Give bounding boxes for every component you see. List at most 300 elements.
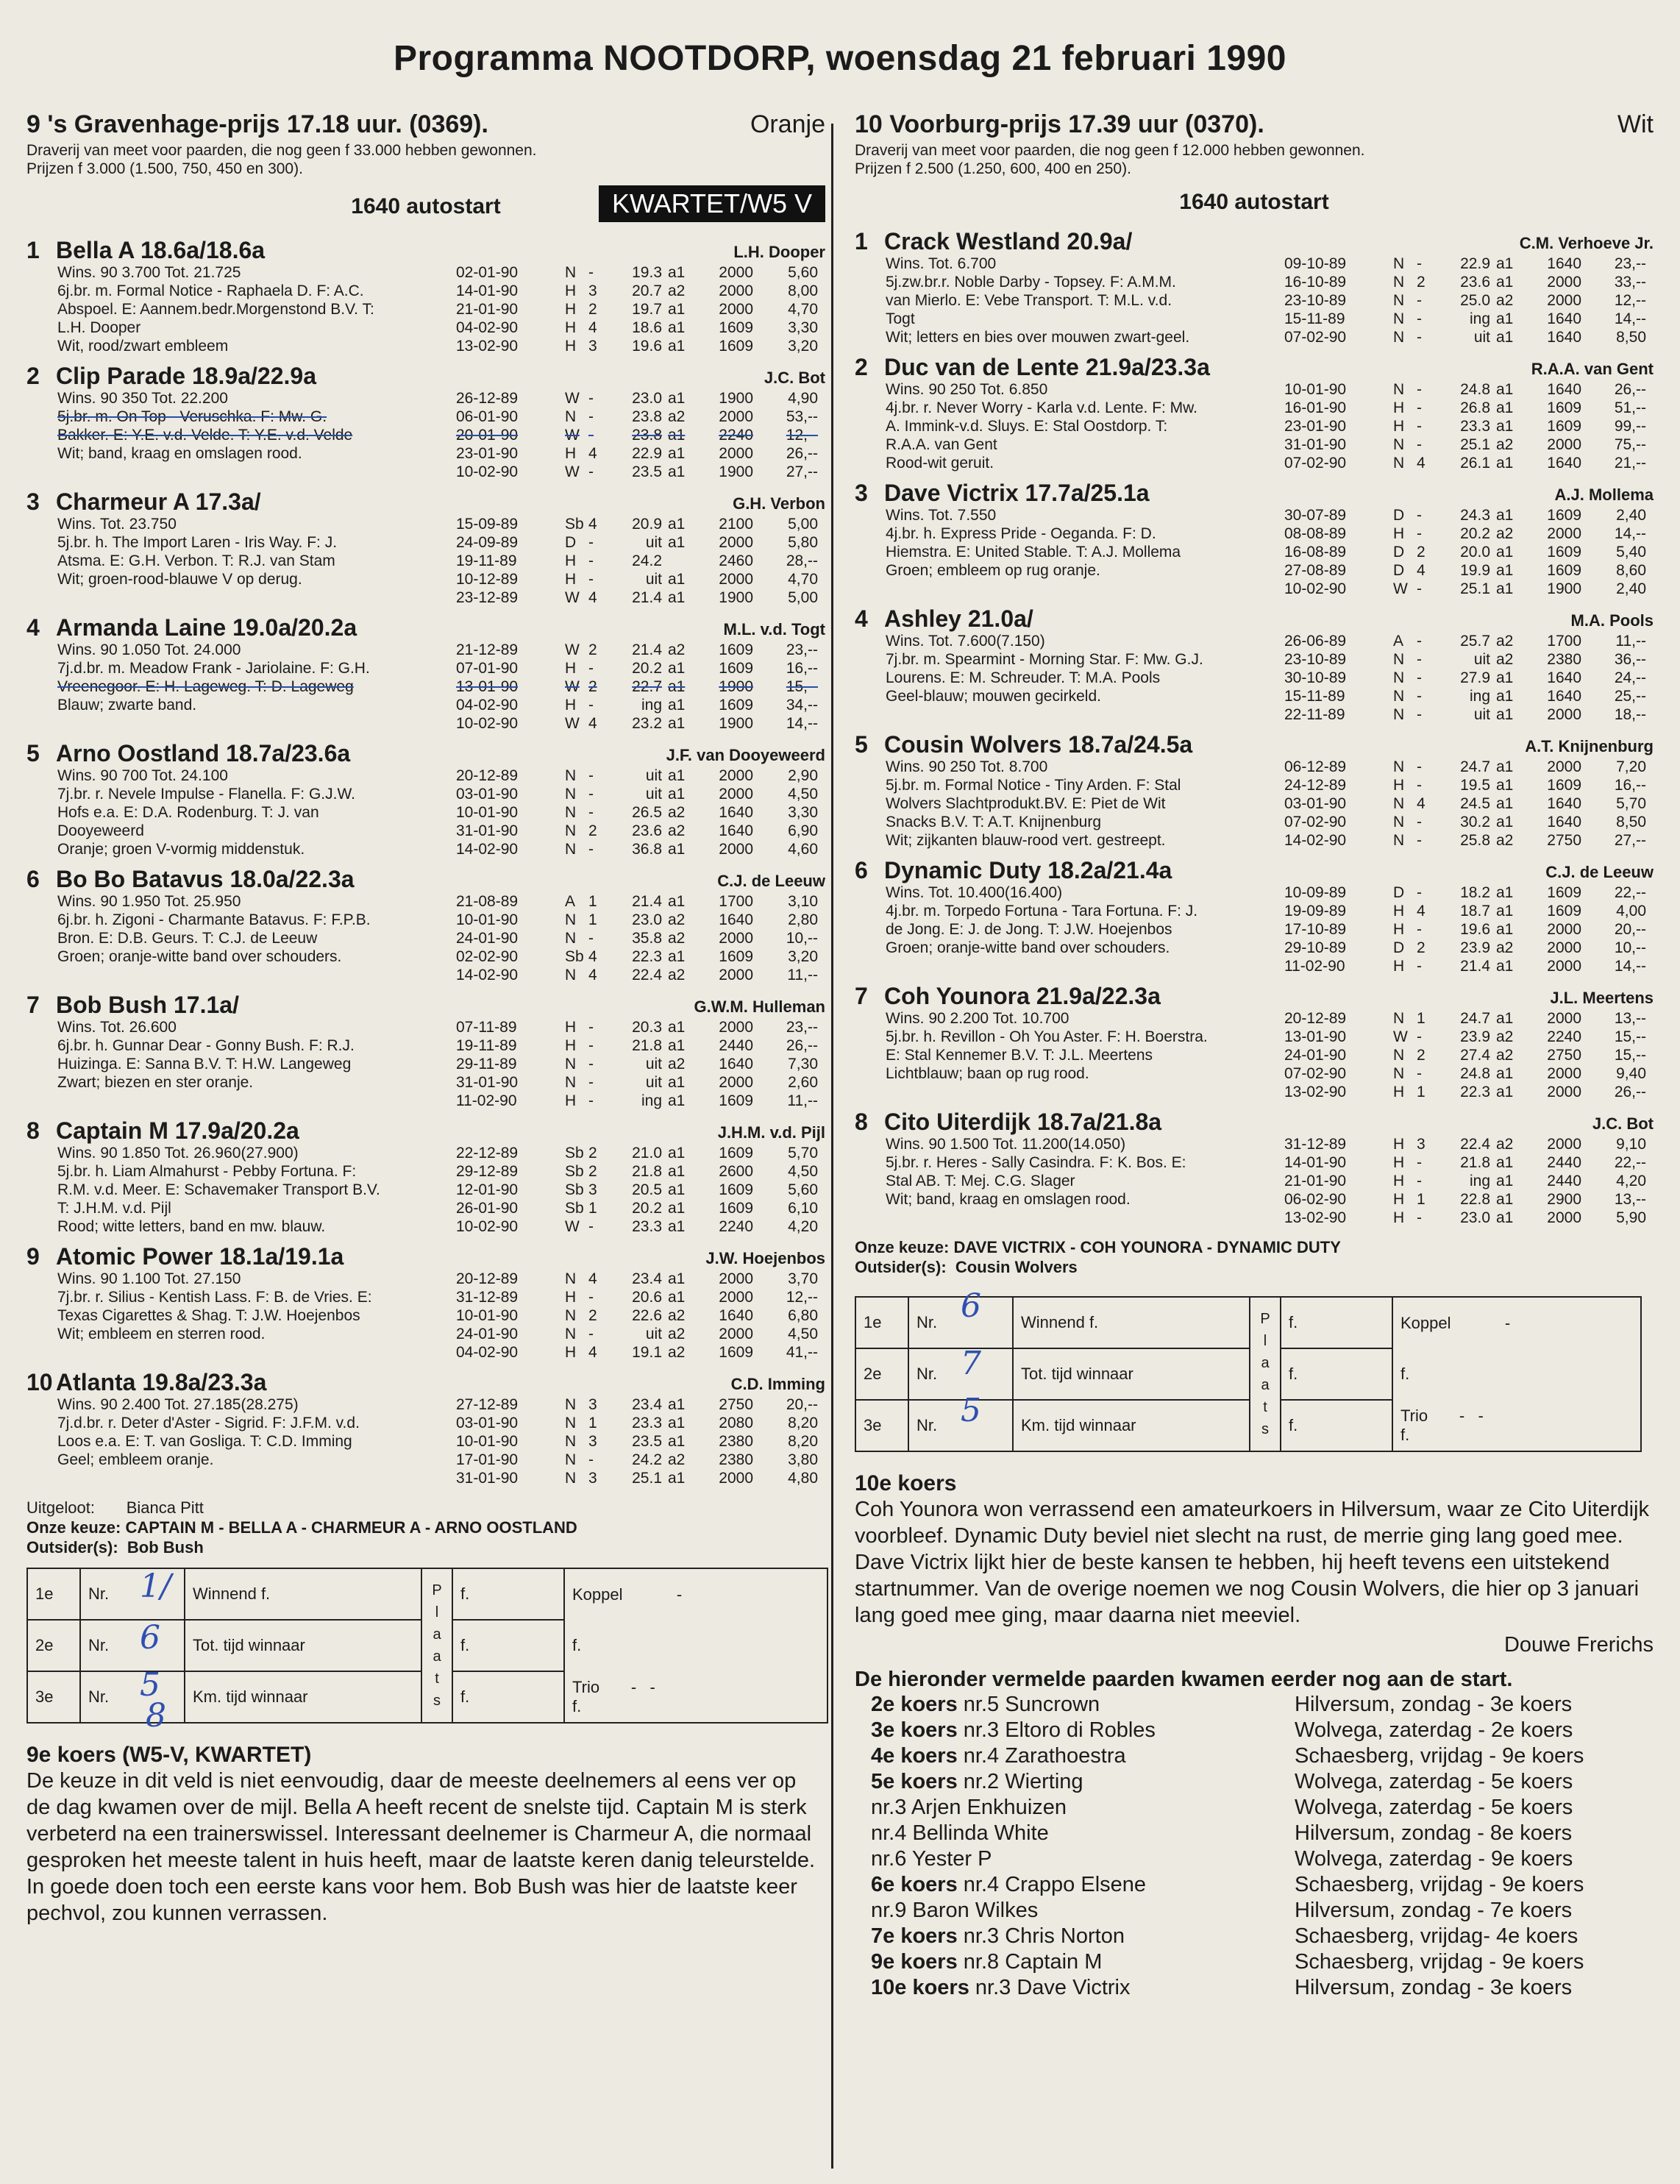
horse-trainer: L.H. Dooper <box>733 243 825 261</box>
result-odds: 5,40 <box>1616 544 1646 561</box>
trio-f: f. <box>1400 1425 1410 1444</box>
horse-number: 3 <box>26 488 40 515</box>
kwartet-badge: KWARTET/W5 V <box>599 185 825 222</box>
race-9-comment: De keuze in dit veld is niet eenvoudig, daar de meeste deelnemers al eens ver op de dag kwamen over de mijl. Bella A heeft recent de snelste tijd. Captain M is sterk verbeterd na een trainerswissel. Interessant deelnemer is Charmeur A, die normaal gesproken het meeste talent in huis heeft, maar de laatste keren danig teleurstelde. In goede doen toch een eerste kans voor hem. Bob Bush was hier de laatste keer pechvol, zou kunnen verrassen. <box>26 1769 816 1925</box>
result-track: W <box>565 390 580 407</box>
result-track: N <box>565 1074 577 1091</box>
result-distance: 1609 <box>1547 544 1581 561</box>
result-code: a1 <box>1496 921 1514 938</box>
horse-results <box>456 515 825 607</box>
result-row <box>1284 813 1654 831</box>
horse-results <box>1284 883 1654 975</box>
previous-start-race <box>871 1769 1295 1795</box>
result-time: 24.8 <box>1460 381 1490 398</box>
horse-name: Atlanta 19.8a/23.3a <box>56 1369 267 1395</box>
horse-number: 7 <box>855 983 868 1009</box>
result-place: 2 <box>588 641 597 658</box>
horse-info-line: Wins. 90 2.400 Tot. 27.185(28.275) <box>57 1396 299 1413</box>
result-track: W <box>1393 580 1408 597</box>
horse-entry <box>855 228 1654 346</box>
horse-number: 9 <box>26 1243 40 1270</box>
result-odds: 4,70 <box>788 301 818 318</box>
result-odds: 26,-- <box>786 1037 818 1054</box>
result-date: 22-12-89 <box>456 1145 519 1162</box>
horse-info-line: 7j.d.br. r. Deter d'Aster - Sigrid. F: J.F.M. v.d. <box>57 1415 360 1431</box>
result-track: W <box>565 678 580 695</box>
result-odds: 6,90 <box>788 822 818 839</box>
bet-winnend-label: Winnend f. <box>185 1568 421 1620</box>
result-code: a1 <box>668 715 686 732</box>
result-row <box>456 1162 825 1181</box>
trio-cell[interactable] <box>564 1671 827 1723</box>
result-track: H <box>1393 958 1405 975</box>
dash: - <box>1478 1406 1484 1425</box>
result-place: - <box>588 1092 594 1109</box>
koppel-f-cell[interactable]: f. <box>564 1620 827 1671</box>
result-row <box>456 696 825 714</box>
handwritten-number: 6 <box>961 1287 981 1325</box>
result-date: 22-11-89 <box>1284 706 1345 723</box>
bet-nr-cell[interactable] <box>80 1620 185 1671</box>
result-row <box>1284 273 1654 291</box>
result-distance: 2000 <box>1547 1209 1581 1226</box>
result-date: 10-01-90 <box>456 1307 519 1324</box>
result-date: 08-08-89 <box>1284 525 1347 542</box>
result-odds: 20,-- <box>786 1396 818 1413</box>
result-track: A <box>1393 633 1404 650</box>
result-distance: 1900 <box>1547 580 1581 597</box>
horse-results <box>456 1270 825 1362</box>
previous-start-row <box>855 1872 1654 1898</box>
horse-info-line: Wins. 90 1.050 Tot. 24.000 <box>57 641 241 658</box>
previous-start-race <box>871 1743 1295 1769</box>
result-row <box>1284 399 1654 417</box>
result-time: 25.8 <box>1460 832 1490 849</box>
conditions-line: Draverij van meet voor paarden, die nog geen f 33.000 hebben gewonnen. <box>26 142 537 159</box>
result-date: 10-01-90 <box>456 1433 519 1450</box>
horse-info-line: A. Immink-v.d. Sluys. E: Stal Oostdorp. T: <box>886 418 1168 435</box>
result-row <box>1284 902 1654 920</box>
horse-heading <box>26 1369 825 1395</box>
result-odds: 99,-- <box>1614 418 1646 435</box>
result-place: - <box>1417 507 1422 524</box>
result-date: 13-02-90 <box>1284 1209 1347 1226</box>
bet-f-cell[interactable]: f. <box>452 1671 564 1723</box>
result-track: Sb <box>565 1200 584 1217</box>
result-distance: 1609 <box>719 660 753 677</box>
race-10-color: Wit <box>1617 110 1654 138</box>
horse-name: Dave Victrix 17.7a/25.1a <box>884 480 1150 506</box>
result-odds: 11,-- <box>787 967 818 983</box>
result-odds: 26,-- <box>1614 381 1646 398</box>
result-row <box>1284 310 1654 328</box>
result-time: 20.6 <box>632 1289 662 1306</box>
result-odds: 3,20 <box>788 948 818 965</box>
result-row <box>456 1306 825 1325</box>
previous-start-where: Schaesberg, vrijdag - 9e koers <box>1295 1873 1584 1896</box>
result-code: a2 <box>668 967 686 983</box>
result-date: 21-08-89 <box>456 893 519 910</box>
result-date: 19-09-89 <box>1284 903 1347 920</box>
result-track: H <box>565 552 577 569</box>
conditions-line: Prijzen f 2.500 (1.250, 600, 400 en 250). <box>855 160 1131 177</box>
result-row <box>456 588 825 607</box>
result-track: N <box>565 930 577 947</box>
horse-info <box>57 641 455 714</box>
result-time: 24.3 <box>1460 507 1490 524</box>
result-odds: 8,00 <box>788 282 818 299</box>
previous-start-horse: nr.5 Suncrown <box>963 1693 1100 1716</box>
bet-row-label: 1e <box>27 1568 80 1620</box>
race-9-comment-title: 9e koers (W5-V, KWARTET) <box>26 1743 312 1767</box>
result-place: - <box>1417 418 1422 435</box>
result-time: 20.7 <box>632 282 662 299</box>
result-code: a1 <box>1496 1191 1514 1208</box>
result-place: 2 <box>1417 939 1425 956</box>
horse-name: Charmeur A 17.3a/ <box>56 488 261 515</box>
previous-start-row <box>855 1718 1654 1743</box>
result-date: 29-11-89 <box>456 1056 517 1073</box>
result-odds: 8,20 <box>788 1415 818 1431</box>
result-place: 2 <box>588 1307 597 1324</box>
uitgeloot-label: Uitgeloot: <box>26 1498 95 1517</box>
result-code: a1 <box>668 427 686 444</box>
onze-keuze-value: CAPTAIN M - BELLA A - CHARMEUR A - ARNO OOSTLAND <box>125 1518 577 1537</box>
previous-start-koers: 3e koers <box>871 1718 958 1742</box>
result-code: a1 <box>668 786 686 803</box>
result-date: 30-07-89 <box>1284 507 1347 524</box>
result-place: 4 <box>1417 903 1425 920</box>
result-track: D <box>565 534 577 551</box>
result-row <box>456 1144 825 1162</box>
result-code: a1 <box>1496 418 1514 435</box>
result-code: a1 <box>1496 814 1514 830</box>
race-10-header <box>855 110 1654 141</box>
horse-heading <box>855 605 1654 632</box>
result-time: 20.2 <box>632 1200 662 1217</box>
result-odds: 15,-- <box>1614 1028 1646 1045</box>
result-date: 13-01-90 <box>456 678 519 695</box>
trio-label: Trio <box>572 1677 600 1696</box>
result-distance: 2750 <box>1547 832 1581 849</box>
result-code: a1 <box>668 1289 686 1306</box>
result-row <box>456 1288 825 1306</box>
result-distance: 1900 <box>719 589 753 606</box>
horse-heading <box>26 992 825 1018</box>
result-code: a1 <box>668 767 686 784</box>
previous-start-horse: nr.3 Arjen Enkhuizen <box>871 1796 1067 1819</box>
horse-info-line: Wins. 90 2.200 Tot. 10.700 <box>886 1010 1069 1027</box>
result-distance: 2000 <box>719 1470 753 1487</box>
result-time: 27.4 <box>1460 1047 1490 1064</box>
koppel-f-cell[interactable]: f. <box>1392 1348 1641 1400</box>
race-10-column <box>855 110 1654 2001</box>
result-track: H <box>565 697 577 714</box>
result-time: 26.8 <box>1460 399 1490 416</box>
result-distance: 1900 <box>719 678 753 695</box>
result-distance: 1700 <box>719 893 753 910</box>
result-odds: 12,-- <box>786 427 818 444</box>
horse-info-line: de Jong. E: J. de Jong. T: J.W. Hoejenbos <box>886 921 1172 938</box>
result-time: 24.8 <box>1460 1065 1490 1082</box>
result-row <box>1284 255 1654 273</box>
horse-number: 7 <box>26 992 40 1018</box>
result-place: - <box>1417 921 1422 938</box>
result-place: 4 <box>588 1344 597 1361</box>
result-distance: 1640 <box>1547 795 1581 812</box>
result-code: a1 <box>668 516 686 533</box>
result-row <box>1284 417 1654 435</box>
result-track: N <box>1393 255 1405 272</box>
result-date: 14-01-90 <box>456 282 519 299</box>
result-place: - <box>1417 381 1422 398</box>
result-date: 27-08-89 <box>1284 562 1347 579</box>
result-place: 2 <box>1417 544 1425 561</box>
result-distance: 2000 <box>719 445 753 462</box>
result-row <box>1284 705 1654 724</box>
result-row <box>456 766 825 785</box>
result-distance: 1700 <box>1547 633 1581 650</box>
previous-start-race <box>871 1898 1295 1924</box>
bet-nr-cell[interactable] <box>80 1568 185 1620</box>
result-place: - <box>588 1218 594 1235</box>
result-row <box>1284 1209 1654 1227</box>
result-date: 10-01-90 <box>456 911 519 928</box>
result-date: 24-09-89 <box>456 534 519 551</box>
previous-start-row <box>855 1769 1654 1795</box>
trio-cell[interactable] <box>1392 1400 1641 1451</box>
result-time: 22.6 <box>632 1307 662 1324</box>
horse-entry <box>855 857 1654 975</box>
result-date: 20-12-89 <box>456 1270 519 1287</box>
dash: - <box>1459 1406 1465 1425</box>
previous-start-race <box>871 1692 1295 1718</box>
result-code: a1 <box>668 589 686 606</box>
previous-start-race <box>871 1795 1295 1821</box>
horse-results <box>456 892 825 984</box>
bet-f-cell[interactable]: f. <box>452 1620 564 1671</box>
horse-info-line: R.M. v.d. Meer. E: Schavemaker Transport B.V. <box>57 1181 380 1198</box>
horse-info-line: 5j.br. r. Heres - Sally Casindra. F: K. Bos. E: <box>886 1154 1186 1171</box>
result-date: 19-11-89 <box>456 552 517 569</box>
result-time: 19.9 <box>1460 562 1490 579</box>
result-distance: 2000 <box>1547 292 1581 309</box>
previous-start-koers: 5e koers <box>871 1770 958 1793</box>
onze-keuze-value: DAVE VICTRIX - COH YOUNORA - DYNAMIC DUTY <box>953 1238 1341 1256</box>
result-distance: 1640 <box>719 822 753 839</box>
race-9-color: Oranje <box>750 110 825 138</box>
result-code: a1 <box>1496 381 1514 398</box>
result-date: 04-02-90 <box>456 319 519 336</box>
result-date: 07-02-90 <box>1284 1065 1347 1082</box>
bet-f-cell[interactable]: f. <box>452 1568 564 1620</box>
result-date: 11-02-90 <box>1284 958 1345 975</box>
horse-info-line: Wins. Tot. 7.600(7.150) <box>886 633 1045 650</box>
horse-info-line: Wins. 90 1.500 Tot. 11.200(14.050) <box>886 1136 1126 1153</box>
horse-info-line: Wit; zijkanten blauw-rood vert. gestreept. <box>886 832 1166 849</box>
result-time: uit <box>1473 329 1490 346</box>
result-place: - <box>588 408 594 425</box>
horse-entry <box>26 1117 825 1236</box>
result-odds: 8,50 <box>1616 814 1646 830</box>
bet-f-cell[interactable]: f. <box>1281 1348 1392 1400</box>
result-row <box>456 822 825 840</box>
result-row <box>1284 920 1654 939</box>
horse-trainer: C.M. Verhoeve Jr. <box>1519 234 1654 252</box>
bet-tot-tijd-label: Tot. tijd winnaar <box>185 1620 421 1671</box>
result-distance: 2000 <box>719 767 753 784</box>
horse-info-line: 5j.br. h. Liam Almahurst - Pebby Fortuna. F: <box>57 1163 357 1180</box>
result-track: N <box>1393 274 1405 291</box>
result-date: 26-06-89 <box>1284 633 1347 650</box>
horse-info-line: 4j.br. r. Never Worry - Karla v.d. Lente. F: Mw. <box>886 399 1198 416</box>
result-distance: 2000 <box>1547 958 1581 975</box>
horse-entry <box>855 731 1654 850</box>
horse-info-line: Wins. 90 3.700 Tot. 21.725 <box>57 264 241 281</box>
previous-start-where: Hilversum, zondag - 7e koers <box>1295 1899 1573 1922</box>
bet-nr-label: Nr. <box>88 1636 110 1654</box>
result-code: a1 <box>668 660 686 677</box>
race-9-conditions <box>26 141 825 178</box>
result-distance: 2000 <box>1547 921 1581 938</box>
result-time: 25.7 <box>1460 633 1490 650</box>
horse-name: Crack Westland 20.9a/ <box>884 228 1133 255</box>
dash: - <box>676 1584 683 1604</box>
result-date: 24-01-90 <box>1284 1047 1347 1064</box>
horse-info-line: Wolvers Slachtprodukt.BV. E: Piet de Wit <box>886 795 1166 812</box>
outsider-value: Bob Bush <box>127 1538 204 1557</box>
handwritten-number: 5 <box>140 1666 160 1704</box>
result-track: W <box>1393 1028 1408 1045</box>
result-odds: 22,-- <box>1614 1154 1646 1171</box>
horse-info-line: Wins. Tot. 23.750 <box>57 516 177 533</box>
horse-name: Ashley 21.0a/ <box>884 605 1033 632</box>
previous-start-race <box>871 1846 1295 1872</box>
horse-number: 3 <box>855 480 868 506</box>
result-distance: 1609 <box>719 338 753 355</box>
horse-info <box>57 1395 455 1469</box>
bet-nr-cell[interactable] <box>908 1287 1013 1348</box>
bet-nr-cell[interactable] <box>80 1666 185 1735</box>
result-date: 24-01-90 <box>456 1326 519 1342</box>
result-code: a1 <box>668 1145 686 1162</box>
result-distance: 1640 <box>1547 688 1581 705</box>
result-code: a1 <box>668 390 686 407</box>
horse-trainer: R.A.A. van Gent <box>1531 360 1654 378</box>
previous-start-row <box>855 1821 1654 1846</box>
previous-starts-title: De hieronder vermelde paarden kwamen eerder nog aan de start. <box>855 1668 1513 1691</box>
result-code: a1 <box>1496 758 1514 775</box>
result-place: - <box>1417 1154 1422 1171</box>
result-distance: 1609 <box>719 697 753 714</box>
result-track: N <box>1393 688 1405 705</box>
result-code: a1 <box>668 841 686 858</box>
result-code: a1 <box>1496 1154 1514 1171</box>
result-time: 19.5 <box>1460 777 1490 794</box>
result-code: a1 <box>1496 399 1514 416</box>
result-time: 20.0 <box>1460 544 1490 561</box>
result-code: a1 <box>668 1396 686 1413</box>
result-place: - <box>588 427 594 444</box>
dash: - <box>649 1677 655 1696</box>
result-time: 18.2 <box>1460 884 1490 901</box>
result-track: N <box>1393 758 1405 775</box>
result-odds: 13,-- <box>1614 1191 1646 1208</box>
koppel-cell[interactable] <box>564 1568 827 1620</box>
result-distance: 1609 <box>1547 507 1581 524</box>
result-place: - <box>588 1056 594 1073</box>
result-odds: 4,50 <box>788 1163 818 1180</box>
result-time: 23.6 <box>632 822 662 839</box>
outsider-value: Cousin Wolvers <box>955 1258 1078 1276</box>
result-row <box>456 677 825 696</box>
result-odds: 41,-- <box>786 1344 818 1361</box>
previous-start-row <box>855 1924 1654 1949</box>
result-date: 13-02-90 <box>456 338 519 355</box>
result-track: H <box>1393 1084 1405 1100</box>
result-date: 07-02-90 <box>1284 814 1347 830</box>
bet-nr-cell[interactable] <box>908 1392 1013 1451</box>
horse-results <box>456 389 825 481</box>
result-date: 16-01-90 <box>1284 399 1347 416</box>
bet-f-cell[interactable]: f. <box>1281 1297 1392 1348</box>
result-time: uit <box>645 571 662 588</box>
result-code: a2 <box>1496 633 1514 650</box>
result-track: N <box>1393 706 1405 723</box>
horse-info-line: Wins. 90 1.950 Tot. 25.950 <box>57 893 241 910</box>
bet-f-cell[interactable]: f. <box>1281 1400 1392 1451</box>
result-time: 23.8 <box>632 427 662 444</box>
result-track: H <box>1393 418 1405 435</box>
horse-info-line: Togt <box>886 310 915 327</box>
bet-nr-label: Nr. <box>916 1416 938 1434</box>
result-date: 23-01-90 <box>456 445 519 462</box>
result-date: 19-11-89 <box>456 1037 517 1054</box>
result-distance: 2000 <box>1547 525 1581 542</box>
result-row <box>1284 650 1654 669</box>
horse-info-line: Bakker. E: Y.E. v.d. Velde. T: Y.E. v.d. Velde <box>57 427 353 444</box>
result-odds: 26,-- <box>786 445 818 462</box>
horse-info-line: Wins. 90 250 Tot. 8.700 <box>886 758 1048 775</box>
result-odds: 24,-- <box>1614 669 1646 686</box>
horse-trainer: M.A. Pools <box>1570 611 1654 630</box>
race-10-start-line <box>855 185 1654 221</box>
koppel-cell[interactable] <box>1392 1297 1641 1348</box>
result-time: 27.9 <box>1460 669 1490 686</box>
result-distance: 2600 <box>719 1163 753 1180</box>
page-title: Programma NOOTDORP, woensdag 21 februari 1990 <box>393 39 1286 78</box>
horse-heading <box>26 740 825 766</box>
result-distance: 1640 <box>1547 814 1581 830</box>
result-track: N <box>1393 329 1405 346</box>
result-place: - <box>588 534 594 551</box>
result-distance: 1640 <box>1547 455 1581 472</box>
result-code: a1 <box>668 264 686 281</box>
result-code: a1 <box>668 1074 686 1091</box>
horse-number: 1 <box>855 228 868 255</box>
result-code: a1 <box>1496 1010 1514 1027</box>
result-row <box>456 515 825 533</box>
horse-heading <box>26 614 825 641</box>
bet-nr-label: Nr. <box>916 1313 938 1331</box>
result-track: H <box>565 338 577 355</box>
result-distance: 2440 <box>1547 1173 1581 1189</box>
result-code: a1 <box>668 1433 686 1450</box>
result-row <box>456 1451 825 1469</box>
result-odds: 14,-- <box>1614 958 1646 975</box>
result-time: 23.3 <box>1460 418 1490 435</box>
result-row <box>456 1432 825 1451</box>
